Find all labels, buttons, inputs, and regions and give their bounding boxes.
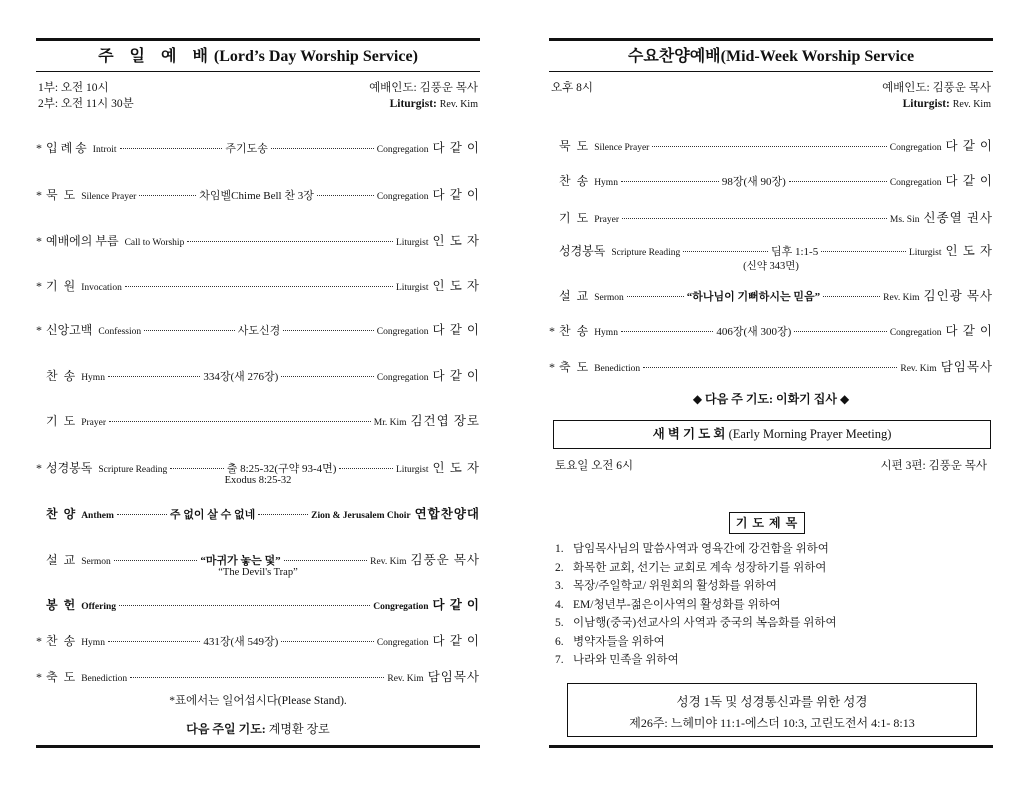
item-leader: Liturgist: [908, 248, 942, 258]
item-person: 다 같 이: [432, 141, 480, 155]
item-english-name: Hymn: [594, 178, 618, 188]
item-person: 인 도 자: [432, 279, 480, 293]
dot-leader: [823, 296, 880, 297]
item-korean-name: 신앙고백: [46, 323, 93, 337]
item-person: 담임목사: [427, 670, 480, 684]
dot-leader: [281, 641, 373, 642]
dot-leader: [125, 286, 393, 287]
midweek-title: [549, 41, 993, 71]
sunday-info-row2: [36, 96, 480, 113]
item-leader: Congregation: [376, 192, 429, 202]
midweek-leader: 예배인도: 김풍운 목사: [882, 82, 991, 94]
stand-mark: *: [36, 634, 42, 648]
next-sunday-name: 계명환 장로: [268, 722, 330, 736]
item-person: 다 같 이: [432, 634, 481, 648]
worship-item: [36, 631, 480, 647]
dot-leader: [794, 331, 886, 332]
item-detail: “마귀가 놓는 덫”: [200, 555, 281, 567]
item-leader: Rev. Kim: [900, 364, 937, 374]
dot-leader: [117, 514, 167, 515]
midweek-title-en: (Mid-Week Worship Service: [720, 48, 915, 65]
item-english-name: Scripture Reading: [98, 465, 168, 475]
item-person: 다 같 이: [432, 188, 481, 202]
item-english-name: Silence Prayer: [81, 192, 137, 202]
dot-leader: [789, 181, 887, 182]
liturgist-label: Liturgist:: [902, 98, 950, 110]
early-morning-text: 시편 3편: 김풍운 목사: [880, 460, 987, 472]
item-english-name: Call to Worship: [124, 238, 185, 248]
worship-item: [549, 357, 993, 373]
item-english-name: Benediction: [594, 364, 641, 374]
worship-item-row: [36, 276, 480, 292]
stand-mark: *: [36, 234, 42, 248]
dot-leader: [120, 148, 223, 149]
dot-leader: [108, 641, 200, 642]
stand-mark: *: [36, 323, 42, 337]
worship-item-row: [36, 550, 480, 566]
item-subtext: Exodus 8:25-32: [224, 475, 292, 486]
item-english-name: Hymn: [81, 373, 105, 383]
item-detail: 차임벨Chime Bell 찬 3장: [199, 190, 314, 202]
prayer-topic: 5. 이남행(중국)선교사의 사역과 중국의 복음화를 위하여: [555, 617, 837, 629]
item-detail: 사도신경: [237, 325, 281, 337]
dot-leader: [627, 296, 684, 297]
item-english-name: Anthem: [81, 511, 114, 521]
dot-leader: [187, 241, 393, 242]
item-leader: Ms. Sin: [889, 215, 920, 225]
prayer-topic: 1. 담임목사님의 말씀사역과 영육간에 강건함을 위하여: [555, 543, 829, 555]
worship-leader: 예배인도: 김풍운 목사: [369, 82, 478, 94]
midweek-info-row2: [549, 96, 993, 113]
item-detail: 98장(새 90장): [721, 176, 786, 188]
early-morning-info: [553, 458, 989, 474]
dot-leader: [130, 677, 384, 678]
next-sunday-label: 다음 주일 기도:: [186, 722, 266, 736]
item-person: 다 같 이: [945, 139, 993, 153]
dot-leader: [114, 560, 198, 561]
dot-leader: [258, 514, 308, 515]
item-leader: Congregation: [376, 145, 429, 155]
worship-item: [36, 231, 480, 247]
prayer-topic: 2. 화목한 교회, 선기는 교회로 계속 성장하기를 위하여: [555, 561, 827, 574]
dot-leader: [652, 146, 886, 147]
sunday-service-panel: [36, 38, 480, 750]
item-leader: Congregation: [376, 373, 429, 383]
item-person: 담임목사: [940, 360, 993, 374]
dot-leader: [139, 195, 196, 196]
dot-leader: [170, 468, 224, 469]
item-korean-name: 찬 송: [46, 634, 76, 648]
liturgist-label: Liturgist:: [389, 98, 437, 110]
item-subtext: (신약 343면): [743, 261, 799, 272]
worship-item: [36, 366, 480, 382]
worship-item: [549, 241, 993, 273]
item-leader: Liturgist: [395, 238, 429, 248]
dot-leader: [621, 331, 713, 332]
item-person: 다 같 이: [432, 323, 480, 337]
early-morning-title-ko: 새 벽 기 도 회: [652, 427, 726, 441]
worship-item-row: [36, 138, 480, 154]
dot-leader: [109, 421, 371, 422]
worship-item: [36, 411, 480, 427]
item-korean-name: 기 원: [46, 279, 76, 293]
item-person: 인 도 자: [945, 244, 994, 258]
item-detail: 딤후 1:1-5: [770, 246, 819, 258]
early-morning-box: [553, 420, 991, 449]
item-english-name: Hymn: [594, 328, 618, 338]
prayer-topic: 6. 병약자들을 위하여: [555, 635, 665, 648]
dot-leader: [271, 148, 374, 149]
stand-mark: *: [36, 188, 42, 202]
dot-leader: [821, 251, 906, 252]
liturgist-name: Rev. Kim: [952, 99, 991, 110]
item-korean-name: 성경봉독: [46, 461, 93, 475]
item-detail: 주 없이 살 수 없네: [169, 509, 256, 521]
item-korean-name: 기 도: [559, 211, 589, 225]
worship-item: [549, 136, 993, 152]
bible-reading-week: 제26주: 느헤미야 11:1-에스더 10:3, 고린도전서 4:1- 8:13: [629, 716, 915, 730]
midweek-liturgist: [903, 96, 991, 113]
dot-leader: [281, 376, 373, 377]
worship-item-row: [36, 366, 480, 382]
stand-mark: *: [36, 279, 42, 293]
worship-item: [36, 320, 480, 336]
item-person: 김인광 목사: [923, 289, 994, 303]
worship-item-row: [36, 595, 480, 611]
worship-item-row: [549, 241, 993, 257]
dot-leader: [108, 376, 200, 377]
item-korean-name: 축 도: [46, 670, 76, 684]
early-morning-title-en: (Early Morning Prayer Meeting): [728, 427, 892, 441]
stand-mark: *: [549, 324, 555, 338]
item-english-name: Offering: [81, 602, 117, 612]
item-english-name: Benediction: [81, 674, 128, 684]
midweek-title-ko: 수요찬양예배: [627, 48, 721, 65]
item-person: 연합찬양대: [414, 507, 480, 521]
service-time-1: 1부: 오전 10시: [38, 82, 109, 94]
worship-item: [549, 286, 993, 302]
worship-item: [549, 171, 993, 187]
dot-leader: [283, 330, 374, 331]
item-korean-name: 찬 송: [559, 174, 589, 188]
item-english-name: Scripture Reading: [611, 248, 681, 258]
dot-leader: [683, 251, 768, 252]
bottom-rule: [36, 745, 480, 748]
item-korean-name: 성경봉독: [559, 244, 606, 258]
worship-item-row: [36, 458, 480, 474]
item-person: 김건엽 장로: [410, 414, 480, 428]
item-leader: Congregation: [889, 178, 942, 188]
stand-note: *표에서는 일어섭시다(Please Stand).: [169, 695, 347, 707]
item-detail: 출 8:25-32(구약 93-4면): [226, 463, 337, 475]
prayer-topics-list: [555, 540, 837, 670]
item-person: 신종열 권사: [923, 211, 993, 225]
worship-item: [36, 185, 480, 201]
dot-leader: [144, 330, 235, 331]
midweek-time: 오후 8시: [551, 82, 593, 94]
item-korean-name: 묵 도: [559, 139, 589, 153]
stand-mark: *: [549, 360, 555, 374]
bottom-rule: [549, 745, 993, 748]
worship-item-row: [36, 631, 480, 647]
liturgist-name: Rev. Kim: [439, 99, 478, 110]
worship-item-row: [549, 357, 993, 373]
worship-item-row: [36, 411, 480, 427]
midweek-next-prayer: ◆ 다음 주 기도: 이화기 집사 ◆: [692, 392, 850, 406]
dot-leader: [317, 195, 374, 196]
sunday-info-row1: [36, 80, 480, 96]
item-leader: Congregation: [373, 602, 429, 612]
prayer-topic: 3. 목장/주일학교/ 위원회의 활성화를 위하여: [555, 580, 777, 592]
liturgist: [390, 96, 478, 113]
dot-leader: [621, 181, 719, 182]
item-detail: 431장(새 549장): [203, 636, 279, 648]
sunday-title-en: (Lord’s Day Worship Service): [213, 48, 418, 65]
item-leader: Liturgist: [395, 465, 429, 475]
item-korean-name: 묵 도: [46, 188, 76, 202]
worship-item: [36, 667, 480, 683]
dot-leader: [643, 367, 897, 368]
item-english-name: Hymn: [81, 638, 105, 648]
item-person: 김풍운 목사: [410, 553, 481, 567]
item-person: 다 같 이: [432, 598, 480, 612]
item-leader: Rev. Kim: [370, 557, 407, 567]
item-english-name: Invocation: [81, 283, 122, 293]
item-korean-name: 봉 헌: [46, 598, 76, 612]
worship-item: [549, 208, 993, 224]
item-leader: Rev. Kim: [883, 293, 920, 303]
item-korean-name: 찬 송: [559, 324, 589, 338]
item-leader: Mr. Kim: [373, 418, 407, 428]
item-person: 다 같 이: [432, 369, 481, 383]
worship-item-row: [549, 208, 993, 224]
item-leader: Congregation: [889, 143, 942, 153]
item-korean-name: 입 례 송: [46, 141, 87, 155]
prayer-topics-title: 기 도 제 목: [729, 512, 805, 534]
item-english-name: Silence Prayer: [594, 143, 650, 153]
next-sunday-prayer: [36, 720, 480, 737]
worship-item-row: [549, 286, 993, 302]
item-leader: Liturgist: [395, 283, 429, 293]
worship-item: [36, 138, 480, 154]
item-english-name: Sermon: [594, 293, 624, 303]
stand-mark: *: [36, 461, 42, 475]
item-leader: Congregation: [376, 327, 429, 337]
item-person: 다 같 이: [945, 174, 994, 188]
worship-item-row: [36, 320, 480, 336]
item-english-name: Introit: [92, 145, 117, 155]
item-korean-name: 설 교: [46, 553, 76, 567]
item-leader: Rev. Kim: [387, 674, 424, 684]
item-leader: Congregation: [376, 638, 429, 648]
dot-leader: [284, 560, 368, 561]
worship-item: [36, 550, 480, 578]
item-person: 인 도 자: [432, 234, 480, 248]
prayer-topic: 7. 나라와 민족을 위하여: [555, 654, 679, 666]
stand-mark: *: [36, 141, 42, 155]
prayer-topic: 4. EM/청년부-젊은이사역의 활성화를 위하여: [555, 598, 781, 611]
item-person: 인 도 자: [432, 461, 480, 475]
item-detail: 406장(새 300장): [716, 326, 792, 338]
item-korean-name: 설 교: [559, 289, 589, 303]
item-korean-name: 찬 양: [46, 507, 76, 521]
worship-item: [36, 595, 480, 611]
sunday-title: [36, 41, 480, 71]
dot-leader: [119, 605, 370, 606]
item-english-name: Confession: [98, 327, 142, 337]
worship-item: [36, 458, 480, 486]
worship-item-row: [549, 171, 993, 187]
worship-item-row: [549, 321, 993, 337]
worship-item-row: [36, 231, 480, 247]
item-english-name: Prayer: [81, 418, 106, 428]
worship-item-row: [36, 185, 480, 201]
item-subtext: “The Devil's Trap”: [218, 567, 298, 578]
midweek-service-panel: [549, 38, 993, 750]
item-detail: 주기도송: [225, 143, 268, 155]
item-detail: “하나님이 기뻐하시는 믿음”: [686, 291, 821, 303]
item-english-name: Sermon: [81, 557, 111, 567]
item-leader: Zion & Jerusalem Choir: [311, 511, 411, 521]
bible-reading-box: [567, 683, 977, 737]
item-detail: 334장(새 276장): [203, 371, 279, 383]
item-korean-name: 축 도: [559, 360, 589, 374]
item-person: 다 같 이: [945, 324, 994, 338]
item-english-name: Prayer: [594, 215, 619, 225]
item-korean-name: 기 도: [46, 414, 76, 428]
worship-item-row: [36, 504, 480, 520]
worship-item-row: [549, 136, 993, 152]
bible-reading-title: 성경 1독 및 성경통신과를 위한 성경: [676, 695, 868, 709]
service-time-2: 2부: 오전 11시 30분: [38, 98, 134, 110]
dot-leader: [622, 218, 887, 219]
dot-leader: [339, 468, 393, 469]
item-korean-name: 예배에의 부름: [46, 234, 119, 248]
item-korean-name: 찬 송: [46, 369, 76, 383]
midweek-info-row1: [549, 80, 993, 96]
item-leader: Congregation: [889, 328, 942, 338]
stand-mark: *: [36, 670, 42, 684]
worship-item-row: [36, 667, 480, 683]
early-morning-time: 토요일 오전 6시: [555, 460, 634, 472]
sunday-title-ko: 주 일 예 배: [98, 48, 214, 65]
worship-item: [549, 321, 993, 337]
worship-item: [36, 276, 480, 292]
worship-item: [36, 504, 480, 520]
